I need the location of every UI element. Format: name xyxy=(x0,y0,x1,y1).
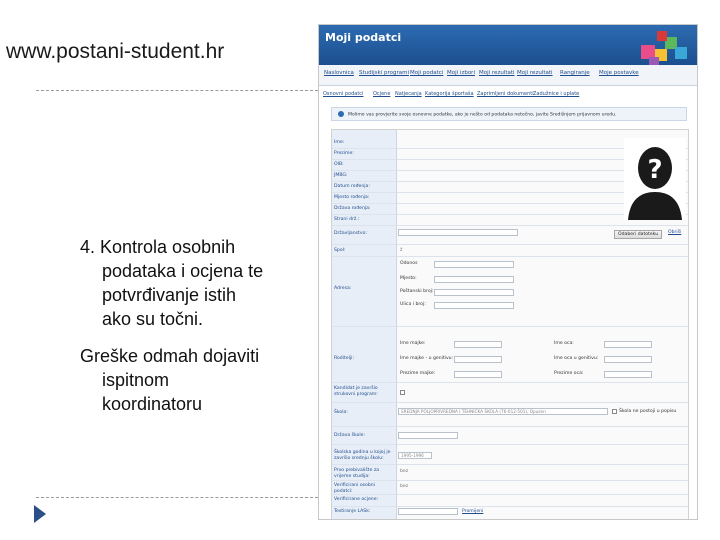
prezime-oca-input[interactable] xyxy=(604,371,652,378)
subnav-item-3[interactable]: Natjecanja xyxy=(395,91,422,97)
row-divider xyxy=(332,494,688,495)
strucni-checkbox[interactable] xyxy=(400,390,405,395)
cubes-logo-icon xyxy=(635,27,691,67)
site-url-title: www.postani-student.hr xyxy=(6,40,225,63)
testiranje-input[interactable] xyxy=(398,508,458,515)
subnav-item-4[interactable]: Kategorija športaša xyxy=(425,91,474,97)
testiranje-change-link[interactable]: Promijeni xyxy=(462,509,484,514)
odonos-label: Odonos xyxy=(400,261,418,266)
label-kandidat-strucni: Kandidat je završio strukovni program: xyxy=(334,386,378,397)
nav-item-8[interactable]: Moje postavke xyxy=(599,70,639,76)
instruction-point-4 xyxy=(80,235,310,331)
header-title: Moji podatci xyxy=(325,31,402,44)
point-4-line-4: ako su točni. xyxy=(102,309,204,329)
mjesto-input[interactable] xyxy=(434,276,514,283)
drzava-skole-input[interactable] xyxy=(398,432,458,439)
row-divider xyxy=(332,256,688,257)
spol-value: ž xyxy=(400,248,403,253)
prezime-majke-label: Prezime majke: xyxy=(400,371,436,376)
note-line-3: koordinatoru xyxy=(102,394,203,414)
mjesto-label: Mjesto: xyxy=(400,276,417,281)
label-drzava-rodenja: Država rođenja: xyxy=(334,206,371,211)
label-spol: Spol: xyxy=(334,248,346,253)
label-drzava-skole: Država škole: xyxy=(334,433,365,438)
label-roditelji: Roditelji: xyxy=(334,356,354,361)
ime-oca-input[interactable] xyxy=(604,341,652,348)
personal-data-form xyxy=(331,129,689,520)
label-prvo-prebivaliste: Prvo prebivalište za vrijeme studija: xyxy=(334,468,380,479)
point-4-line-1: 4. Kontrola osobnih xyxy=(80,237,236,257)
subnav-item-2[interactable]: Ocjene xyxy=(373,91,391,97)
profile-photo-placeholder xyxy=(624,138,686,220)
silhouette-icon xyxy=(624,138,686,220)
row-divider xyxy=(332,244,688,245)
label-verificirane-ocjene: Verificirane ocjene: xyxy=(334,497,379,502)
nav-item-5[interactable]: Moji rezultati xyxy=(479,70,515,76)
nav-item-7[interactable]: Rangiranje xyxy=(560,70,590,76)
postanski-broj-label: Poštanski broj: xyxy=(400,289,434,294)
label-ime: Ime: xyxy=(334,140,345,145)
subnav-item-6[interactable]: Zadužnice i uplate xyxy=(533,91,580,97)
subnav-item-5[interactable]: Zaprimljeni dokumenti xyxy=(477,91,534,97)
subnav-item-1[interactable]: Osnovni podatci xyxy=(323,91,364,97)
nav-item-6[interactable]: Moji rezultati xyxy=(517,70,553,76)
ime-majke-input[interactable] xyxy=(454,341,502,348)
notice-text: Molimo vas provjerite svoje osnovne podatke, ako je nešto od podataka netočno, javite Središnjem prijavnom uredu. xyxy=(348,112,617,118)
ime-oca-label: Ime oca: xyxy=(554,341,574,346)
label-skolska-godina: Školska godina u kojoj je završio srednju školu: xyxy=(334,450,391,461)
delete-photo-link[interactable]: Obriši xyxy=(668,230,682,235)
drzavljanstvo-input[interactable] xyxy=(398,229,518,236)
error-report-note xyxy=(80,344,310,416)
row-divider xyxy=(332,506,688,507)
embedded-screenshot xyxy=(318,24,698,520)
odonos-input[interactable] xyxy=(434,261,514,268)
label-testiranje: Testiranje LASk: xyxy=(334,509,371,514)
nav-item-3[interactable]: Moji podatci xyxy=(410,70,444,76)
divider-bottom xyxy=(36,497,318,498)
row-divider xyxy=(332,480,688,481)
skolska-godina-input[interactable]: 1995-1996 xyxy=(398,452,432,459)
label-adresa: Adresa: xyxy=(334,286,352,291)
row-divider xyxy=(332,464,688,465)
verifikacija-value: bez xyxy=(400,484,409,489)
row-divider xyxy=(332,225,688,226)
divider-top xyxy=(36,90,318,91)
choose-file-button[interactable]: Odaberi datoteku xyxy=(614,230,662,239)
label-mjesto-rodenja: Mjesto rođenja: xyxy=(334,195,370,200)
skola-not-listed-label: Škola ne postoji u popisu xyxy=(619,409,677,414)
row-divider xyxy=(332,382,688,383)
prezime-oca-label: Prezime oca: xyxy=(554,371,584,376)
row-divider xyxy=(332,402,688,403)
row-divider xyxy=(332,444,688,445)
ime-majke-genitiv-label: Ime majke - u genitivu: xyxy=(400,356,454,361)
skola-input[interactable]: SREDNJA POLJOPRIVREDNA I TEHNIČKA ŠKOLA (76-012-501), Opuzen xyxy=(398,408,608,415)
label-oib: OIB: xyxy=(334,162,344,167)
info-notice xyxy=(331,107,687,121)
ulica-broj-label: Ulica i broj: xyxy=(400,302,426,307)
nav-item-2[interactable]: Studijski programi xyxy=(359,70,410,76)
skola-not-listed-checkbox[interactable] xyxy=(612,409,617,414)
ime-oca-genitiv-label: Ime oca u genitivu: xyxy=(554,356,599,361)
info-icon xyxy=(338,111,344,117)
nav-item-4[interactable]: Moji izbori xyxy=(447,70,475,76)
prezime-majke-input[interactable] xyxy=(454,371,502,378)
row-divider xyxy=(332,426,688,427)
prvo-prebivaliste-value: bez xyxy=(400,469,409,474)
note-line-2: ispitnom xyxy=(102,370,170,390)
ime-majke-label: Ime majke: xyxy=(400,341,426,346)
label-verifikacija: Verificirani osobni podatci: xyxy=(334,483,375,494)
ime-majke-genitiv-input[interactable] xyxy=(454,356,502,363)
label-drzavljanstvo: Državljanstvo: xyxy=(334,231,367,236)
point-4-line-3: potvrđivanje istih xyxy=(102,285,237,305)
main-nav xyxy=(319,65,698,86)
ime-oca-genitiv-input[interactable] xyxy=(604,356,652,363)
label-prezime: Prezime: xyxy=(334,151,354,156)
label-datum-rodenja: Datum rođenja: xyxy=(334,184,370,189)
svg-text:?: ? xyxy=(647,155,663,185)
label-strani: Strani drž.: xyxy=(334,217,360,222)
play-arrow-icon[interactable] xyxy=(34,505,46,523)
label-skola: Škola: xyxy=(334,410,348,415)
postanski-broj-input[interactable] xyxy=(434,289,514,296)
point-4-line-2: podataka i ocjena te xyxy=(102,261,264,281)
row-divider xyxy=(332,326,688,327)
nav-item-1[interactable]: Naslovnica xyxy=(324,70,354,76)
ulica-broj-input[interactable] xyxy=(434,302,514,309)
note-line-1: Greške odmah dojaviti xyxy=(80,346,260,366)
label-jmbg: JMBG: xyxy=(334,173,348,178)
screenshot-header xyxy=(319,25,698,65)
